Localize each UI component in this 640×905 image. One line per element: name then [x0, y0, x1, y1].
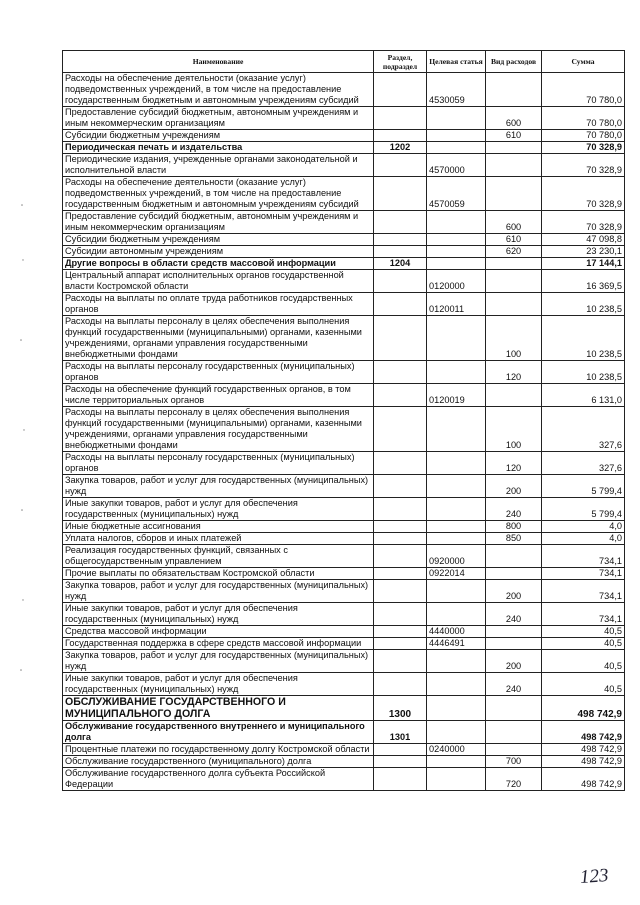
- row-article-cell: [427, 246, 486, 258]
- table-row: [63, 603, 625, 626]
- row-expense-type-cell: [486, 744, 542, 756]
- row-article-cell: [427, 650, 486, 673]
- row-amount-cell: 498 742,9: [542, 744, 625, 756]
- row-expense-type-cell: 610: [486, 130, 542, 142]
- table-row: [63, 533, 625, 545]
- table-row: [63, 270, 625, 293]
- row-name-cell: Субсидии бюджетным учреждениям: [63, 234, 374, 246]
- row-expense-type-cell: [486, 384, 542, 407]
- row-expense-type-cell: 120: [486, 361, 542, 384]
- header-article: Целевая статья: [427, 51, 486, 73]
- table-row: [63, 211, 625, 234]
- row-expense-type-cell: [486, 154, 542, 177]
- row-expense-type-cell: [486, 293, 542, 316]
- row-article-cell: 0920000: [427, 545, 486, 568]
- row-name-cell: Иные бюджетные ассигнования: [63, 521, 374, 533]
- row-section-cell: [374, 498, 427, 521]
- row-name-cell: Расходы на выплаты по оплате труда работников государственных органов: [63, 293, 374, 316]
- table-row: [63, 673, 625, 696]
- row-amount-cell: 16 369,5: [542, 270, 625, 293]
- table-body: [63, 73, 625, 791]
- row-section-cell: 1300: [374, 696, 427, 721]
- margin-dots-decoration: [18, 200, 28, 700]
- row-name-cell: Другие вопросы в области средств массовой информации: [63, 258, 374, 270]
- table-row: [63, 258, 625, 270]
- row-section-cell: [374, 626, 427, 638]
- row-expense-type-cell: 120: [486, 452, 542, 475]
- row-article-cell: [427, 211, 486, 234]
- row-article-cell: [427, 316, 486, 361]
- row-name-cell: Расходы на обеспечение функций государственных органов, в том числе территориальных органов: [63, 384, 374, 407]
- row-amount-cell: 10 238,5: [542, 293, 625, 316]
- row-name-cell: Иные закупки товаров, работ и услуг для обеспечения государственных (муниципальных) нужд: [63, 603, 374, 626]
- row-article-cell: [427, 673, 486, 696]
- row-article-cell: [427, 533, 486, 545]
- table-row: [63, 316, 625, 361]
- row-section-cell: [374, 475, 427, 498]
- row-section-cell: [374, 580, 427, 603]
- row-name-cell: Субсидии автономным учреждениям: [63, 246, 374, 258]
- row-name-cell: Предоставление субсидий бюджетным, автономным учреждениям и иным некоммерческим организациям: [63, 211, 374, 234]
- row-article-cell: 4570000: [427, 154, 486, 177]
- table-row: [63, 521, 625, 533]
- row-section-cell: [374, 568, 427, 580]
- row-article-cell: [427, 696, 486, 721]
- row-section-cell: [374, 768, 427, 791]
- table-row: [63, 154, 625, 177]
- row-article-cell: [427, 107, 486, 130]
- row-expense-type-cell: 600: [486, 211, 542, 234]
- row-name-cell: Реализация государственных функций, связанных с общегосударственным управлением: [63, 545, 374, 568]
- row-expense-type-cell: [486, 545, 542, 568]
- row-expense-type-cell: 620: [486, 246, 542, 258]
- row-amount-cell: 70 328,9: [542, 154, 625, 177]
- row-name-cell: Расходы на выплаты персоналу в целях обеспечения выполнения функций государственными (муниципальными) органами, казенными учреждениями, органами управления государственными внебюджетными фондами: [63, 316, 374, 361]
- row-name-cell: Процентные платежи по государственному долгу Костромской области: [63, 744, 374, 756]
- table-row: [63, 234, 625, 246]
- table-row: [63, 545, 625, 568]
- row-expense-type-cell: [486, 142, 542, 154]
- table-row: [63, 580, 625, 603]
- row-article-cell: [427, 603, 486, 626]
- row-section-cell: [374, 521, 427, 533]
- row-article-cell: [427, 130, 486, 142]
- row-section-cell: [374, 316, 427, 361]
- row-amount-cell: 498 742,9: [542, 756, 625, 768]
- table-row: [63, 744, 625, 756]
- row-name-cell: Расходы на выплаты персоналу государственных (муниципальных) органов: [63, 452, 374, 475]
- table-row: [63, 756, 625, 768]
- row-expense-type-cell: [486, 626, 542, 638]
- header-amount: Сумма: [542, 51, 625, 73]
- row-expense-type-cell: 240: [486, 603, 542, 626]
- row-article-cell: [427, 721, 486, 744]
- table-row: [63, 384, 625, 407]
- row-article-cell: [427, 580, 486, 603]
- row-name-cell: Уплата налогов, сборов и иных платежей: [63, 533, 374, 545]
- row-amount-cell: 498 742,9: [542, 696, 625, 721]
- row-section-cell: [374, 73, 427, 107]
- row-name-cell: Иные закупки товаров, работ и услуг для обеспечения государственных (муниципальных) нужд: [63, 673, 374, 696]
- row-section-cell: [374, 234, 427, 246]
- row-section-cell: [374, 154, 427, 177]
- table-row: [63, 650, 625, 673]
- row-amount-cell: 734,1: [542, 580, 625, 603]
- row-article-cell: [427, 407, 486, 452]
- row-section-cell: [374, 107, 427, 130]
- table-row: [63, 626, 625, 638]
- table-row: [63, 498, 625, 521]
- row-name-cell: Центральный аппарат исполнительных органов государственной власти Костромской области: [63, 270, 374, 293]
- row-amount-cell: 327,6: [542, 407, 625, 452]
- row-expense-type-cell: 100: [486, 407, 542, 452]
- row-expense-type-cell: [486, 721, 542, 744]
- table-row: [63, 73, 625, 107]
- table-row: [63, 177, 625, 211]
- row-section-cell: [374, 407, 427, 452]
- row-article-cell: 0120019: [427, 384, 486, 407]
- table-row: [63, 568, 625, 580]
- row-amount-cell: 327,6: [542, 452, 625, 475]
- table-row: [63, 246, 625, 258]
- row-section-cell: 1204: [374, 258, 427, 270]
- row-amount-cell: 5 799,4: [542, 475, 625, 498]
- row-name-cell: Закупка товаров, работ и услуг для государственных (муниципальных) нужд: [63, 475, 374, 498]
- row-name-cell: Расходы на выплаты персоналу государственных (муниципальных) органов: [63, 361, 374, 384]
- row-expense-type-cell: 700: [486, 756, 542, 768]
- row-name-cell: Государственная поддержка в сфере средств массовой информации: [63, 638, 374, 650]
- row-amount-cell: 10 238,5: [542, 361, 625, 384]
- row-name-cell: Расходы на обеспечение деятельности (оказание услуг) подведомственных учреждений, в том числе на предоставление государственным бюджетным и автономным учреждениям субсидий: [63, 177, 374, 211]
- row-amount-cell: 4,0: [542, 533, 625, 545]
- row-article-cell: [427, 142, 486, 154]
- row-amount-cell: 70 328,9: [542, 211, 625, 234]
- row-section-cell: [374, 246, 427, 258]
- row-amount-cell: 498 742,9: [542, 721, 625, 744]
- row-article-cell: [427, 756, 486, 768]
- row-article-cell: [427, 521, 486, 533]
- row-amount-cell: 70 780,0: [542, 107, 625, 130]
- row-expense-type-cell: 200: [486, 475, 542, 498]
- table-row: [63, 107, 625, 130]
- row-name-cell: Расходы на выплаты персоналу в целях обеспечения выполнения функций государственными (муниципальными) органами, казенными учреждениями, органами управления государственными внебюджетными фондами: [63, 407, 374, 452]
- row-section-cell: [374, 270, 427, 293]
- row-amount-cell: 17 144,1: [542, 258, 625, 270]
- row-amount-cell: 40,5: [542, 626, 625, 638]
- row-article-cell: 4570059: [427, 177, 486, 211]
- row-article-cell: 0120000: [427, 270, 486, 293]
- row-expense-type-cell: 610: [486, 234, 542, 246]
- table-row: [63, 638, 625, 650]
- row-section-cell: [374, 211, 427, 234]
- row-expense-type-cell: [486, 258, 542, 270]
- table-row: [63, 293, 625, 316]
- row-amount-cell: 734,1: [542, 603, 625, 626]
- row-amount-cell: 70 328,9: [542, 177, 625, 211]
- row-section-cell: 1301: [374, 721, 427, 744]
- table-row: [63, 130, 625, 142]
- row-article-cell: 0240000: [427, 744, 486, 756]
- row-name-cell: Иные закупки товаров, работ и услуг для обеспечения государственных (муниципальных) нужд: [63, 498, 374, 521]
- row-amount-cell: 70 780,0: [542, 73, 625, 107]
- row-section-cell: [374, 130, 427, 142]
- header-section: Раздел, подраздел: [374, 51, 427, 73]
- table-row: [63, 142, 625, 154]
- row-name-cell: Периодическая печать и издательства: [63, 142, 374, 154]
- row-article-cell: 4530059: [427, 73, 486, 107]
- row-section-cell: [374, 452, 427, 475]
- row-amount-cell: 23 230,1: [542, 246, 625, 258]
- row-article-cell: 4440000: [427, 626, 486, 638]
- row-article-cell: 0922014: [427, 568, 486, 580]
- row-article-cell: [427, 234, 486, 246]
- row-expense-type-cell: 240: [486, 498, 542, 521]
- row-name-cell: ОБСЛУЖИВАНИЕ ГОСУДАРСТВЕННОГО И МУНИЦИПАЛЬНОГО ДОЛГА: [63, 696, 374, 721]
- row-name-cell: Закупка товаров, работ и услуг для государственных (муниципальных) нужд: [63, 650, 374, 673]
- row-name-cell: Обслуживание государственного внутреннего и муниципального долга: [63, 721, 374, 744]
- row-amount-cell: 40,5: [542, 638, 625, 650]
- row-amount-cell: 70 328,9: [542, 142, 625, 154]
- row-article-cell: [427, 498, 486, 521]
- row-section-cell: [374, 650, 427, 673]
- row-expense-type-cell: 100: [486, 316, 542, 361]
- row-name-cell: Периодические издания, учрежденные органами законодательной и исполнительной власти: [63, 154, 374, 177]
- row-amount-cell: 47 098,8: [542, 234, 625, 246]
- row-section-cell: [374, 673, 427, 696]
- row-section-cell: [374, 293, 427, 316]
- row-section-cell: [374, 638, 427, 650]
- row-expense-type-cell: 240: [486, 673, 542, 696]
- row-name-cell: Средства массовой информации: [63, 626, 374, 638]
- row-amount-cell: 5 799,4: [542, 498, 625, 521]
- row-name-cell: Расходы на обеспечение деятельности (оказание услуг) подведомственных учреждений, в том числе на предоставление государственным бюджетным и автономным учреждениям субсидий: [63, 73, 374, 107]
- row-name-cell: Обслуживание государственного долга субъекта Российской Федерации: [63, 768, 374, 791]
- row-section-cell: [374, 756, 427, 768]
- table-row: [63, 475, 625, 498]
- table-header-row: [63, 51, 625, 73]
- row-expense-type-cell: [486, 638, 542, 650]
- row-article-cell: 4446491: [427, 638, 486, 650]
- row-section-cell: [374, 603, 427, 626]
- row-article-cell: [427, 361, 486, 384]
- row-expense-type-cell: [486, 177, 542, 211]
- budget-table: [62, 50, 625, 791]
- row-amount-cell: 40,5: [542, 673, 625, 696]
- row-amount-cell: 70 780,0: [542, 130, 625, 142]
- page-number: 123: [579, 865, 610, 888]
- row-amount-cell: 4,0: [542, 521, 625, 533]
- table-row: [63, 768, 625, 791]
- row-section-cell: [374, 384, 427, 407]
- row-amount-cell: 734,1: [542, 568, 625, 580]
- row-expense-type-cell: [486, 568, 542, 580]
- row-name-cell: Предоставление субсидий бюджетным, автономным учреждениям и иным некоммерческим организациям: [63, 107, 374, 130]
- row-expense-type-cell: [486, 270, 542, 293]
- row-name-cell: Субсидии бюджетным учреждениям: [63, 130, 374, 142]
- row-article-cell: 0120011: [427, 293, 486, 316]
- row-expense-type-cell: [486, 696, 542, 721]
- row-name-cell: Закупка товаров, работ и услуг для государственных (муниципальных) нужд: [63, 580, 374, 603]
- row-section-cell: [374, 533, 427, 545]
- header-expense-type: Вид расходов: [486, 51, 542, 73]
- row-expense-type-cell: [486, 73, 542, 107]
- row-article-cell: [427, 452, 486, 475]
- row-amount-cell: 6 131,0: [542, 384, 625, 407]
- row-article-cell: [427, 258, 486, 270]
- row-expense-type-cell: 720: [486, 768, 542, 791]
- row-expense-type-cell: 800: [486, 521, 542, 533]
- table-row: [63, 696, 625, 721]
- row-amount-cell: 40,5: [542, 650, 625, 673]
- row-expense-type-cell: 200: [486, 580, 542, 603]
- row-section-cell: [374, 744, 427, 756]
- table-row: [63, 361, 625, 384]
- table-row: [63, 452, 625, 475]
- row-expense-type-cell: 850: [486, 533, 542, 545]
- row-amount-cell: 498 742,9: [542, 768, 625, 791]
- table-row: [63, 407, 625, 452]
- row-section-cell: [374, 361, 427, 384]
- row-amount-cell: 10 238,5: [542, 316, 625, 361]
- header-name: Наименование: [63, 51, 374, 73]
- row-name-cell: Прочие выплаты по обязательствам Костромской области: [63, 568, 374, 580]
- row-amount-cell: 734,1: [542, 545, 625, 568]
- row-name-cell: Обслуживание государственного (муниципального) долга: [63, 756, 374, 768]
- row-expense-type-cell: 200: [486, 650, 542, 673]
- row-section-cell: 1202: [374, 142, 427, 154]
- row-section-cell: [374, 177, 427, 211]
- row-article-cell: [427, 768, 486, 791]
- row-article-cell: [427, 475, 486, 498]
- table-row: [63, 721, 625, 744]
- row-expense-type-cell: 600: [486, 107, 542, 130]
- row-section-cell: [374, 545, 427, 568]
